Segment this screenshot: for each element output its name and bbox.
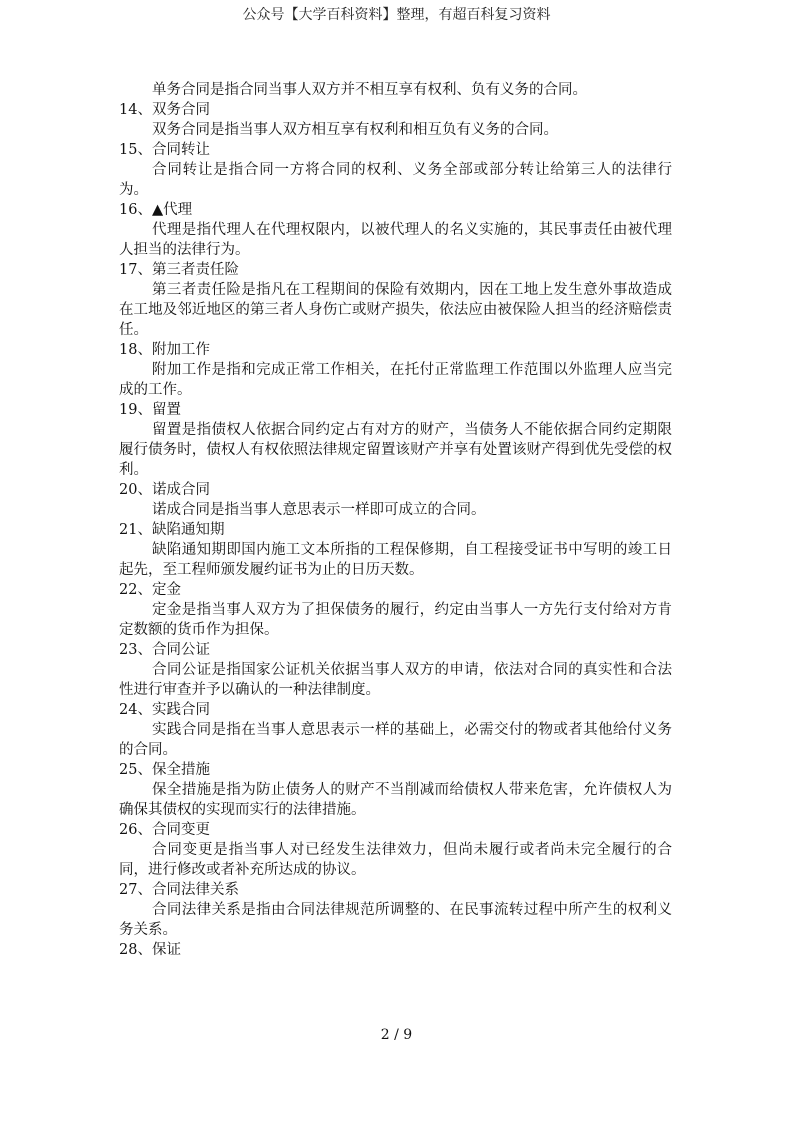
entry-title-16: 16、▲代理 bbox=[119, 202, 193, 218]
entry-title-15: 15、合同转让 bbox=[119, 142, 210, 158]
page-header: 公众号【大学百科资料】整理，有超百科复习资料 bbox=[242, 7, 551, 23]
entry-body-26: 合同变更是指当事人对已经发生法律效力，但尚未履行或者尚未完全履行的合同，进行修改或者补充所达成的协议。 bbox=[119, 842, 672, 878]
entry-title-28: 28、保证 bbox=[119, 942, 181, 958]
entry-body-17: 第三者责任险是指凡在工程期间的保险有效期内，因在工地上发生意外事故造成在工地及邻近地区的第三者人身伤亡或财产损失，依法应由被保险人担当的经济赔偿责任。 bbox=[119, 282, 672, 338]
entry-body-20: 诺成合同是指当事人意思表示一样即可成立的合同。 bbox=[152, 502, 486, 518]
entry-title-26: 26、合同变更 bbox=[119, 822, 210, 838]
page-number: 2 / 9 bbox=[380, 1027, 413, 1043]
intro-paragraph: 单务合同是指合同当事人双方并不相互享有权利、负有义务的合同。 bbox=[152, 82, 587, 98]
entry-body-22: 定金是指当事人双方为了担保债务的履行，约定由当事人一方先行支付给对方肯定数额的货币作为担保。 bbox=[119, 602, 672, 638]
entry-title-22: 22、定金 bbox=[119, 582, 181, 598]
document-content bbox=[0, 80, 793, 960]
entry-title-27: 27、合同法律关系 bbox=[119, 882, 239, 898]
entry-body-21: 缺陷通知期即国内施工文本所指的工程保修期，自工程接受证书中写明的竣工日起先，至工程师颁发履约证书为止的日历天数。 bbox=[119, 542, 672, 578]
entry-title-14: 14、双务合同 bbox=[119, 102, 210, 118]
entry-body-24: 实践合同是指在当事人意思表示一样的基础上，必需交付的物或者其他给付义务的合同。 bbox=[119, 722, 672, 758]
entry-body-14: 双务合同是指当事人双方相互享有权利和相互负有义务的合同。 bbox=[152, 122, 558, 138]
entry-body-25: 保全措施是指为防止债务人的财产不当削减而给债权人带来危害，允许债权人为确保其债权的实现而实行的法律措施。 bbox=[119, 782, 672, 818]
entry-title-21: 21、缺陷通知期 bbox=[119, 522, 225, 538]
entry-body-18: 附加工作是指和完成正常工作相关，在托付正常监理工作范围以外监理人应当完成的工作。 bbox=[119, 362, 672, 398]
entry-body-16: 代理是指代理人在代理权限内，以被代理人的名义实施的，其民事责任由被代理人担当的法律行为。 bbox=[119, 222, 672, 258]
entry-body-23: 合同公证是指国家公证机关依据当事人双方的申请，依法对合同的真实性和合法性进行审查并予以确认的一种法律制度。 bbox=[119, 662, 672, 698]
entry-body-15: 合同转让是指合同一方将合同的权利、义务全部或部分转让给第三人的法律行为。 bbox=[119, 162, 672, 198]
entry-title-25: 25、保全措施 bbox=[119, 762, 210, 778]
entry-body-27: 合同法律关系是指由合同法律规范所调整的、在民事流转过程中所产生的权利义务关系。 bbox=[119, 902, 672, 938]
entry-title-18: 18、附加工作 bbox=[119, 342, 210, 358]
entry-title-23: 23、合同公证 bbox=[119, 642, 210, 658]
entry-title-24: 24、实践合同 bbox=[119, 702, 210, 718]
entry-body-19: 留置是指债权人依据合同约定占有对方的财产，当债务人不能依据合同约定期限履行债务时，债权人有权依照法律规定留置该财产并享有处置该财产得到优先受偿的权利。 bbox=[119, 422, 672, 478]
entry-title-19: 19、留置 bbox=[119, 402, 181, 418]
entry-title-20: 20、诺成合同 bbox=[119, 482, 210, 498]
entry-title-17: 17、第三者责任险 bbox=[119, 262, 239, 278]
